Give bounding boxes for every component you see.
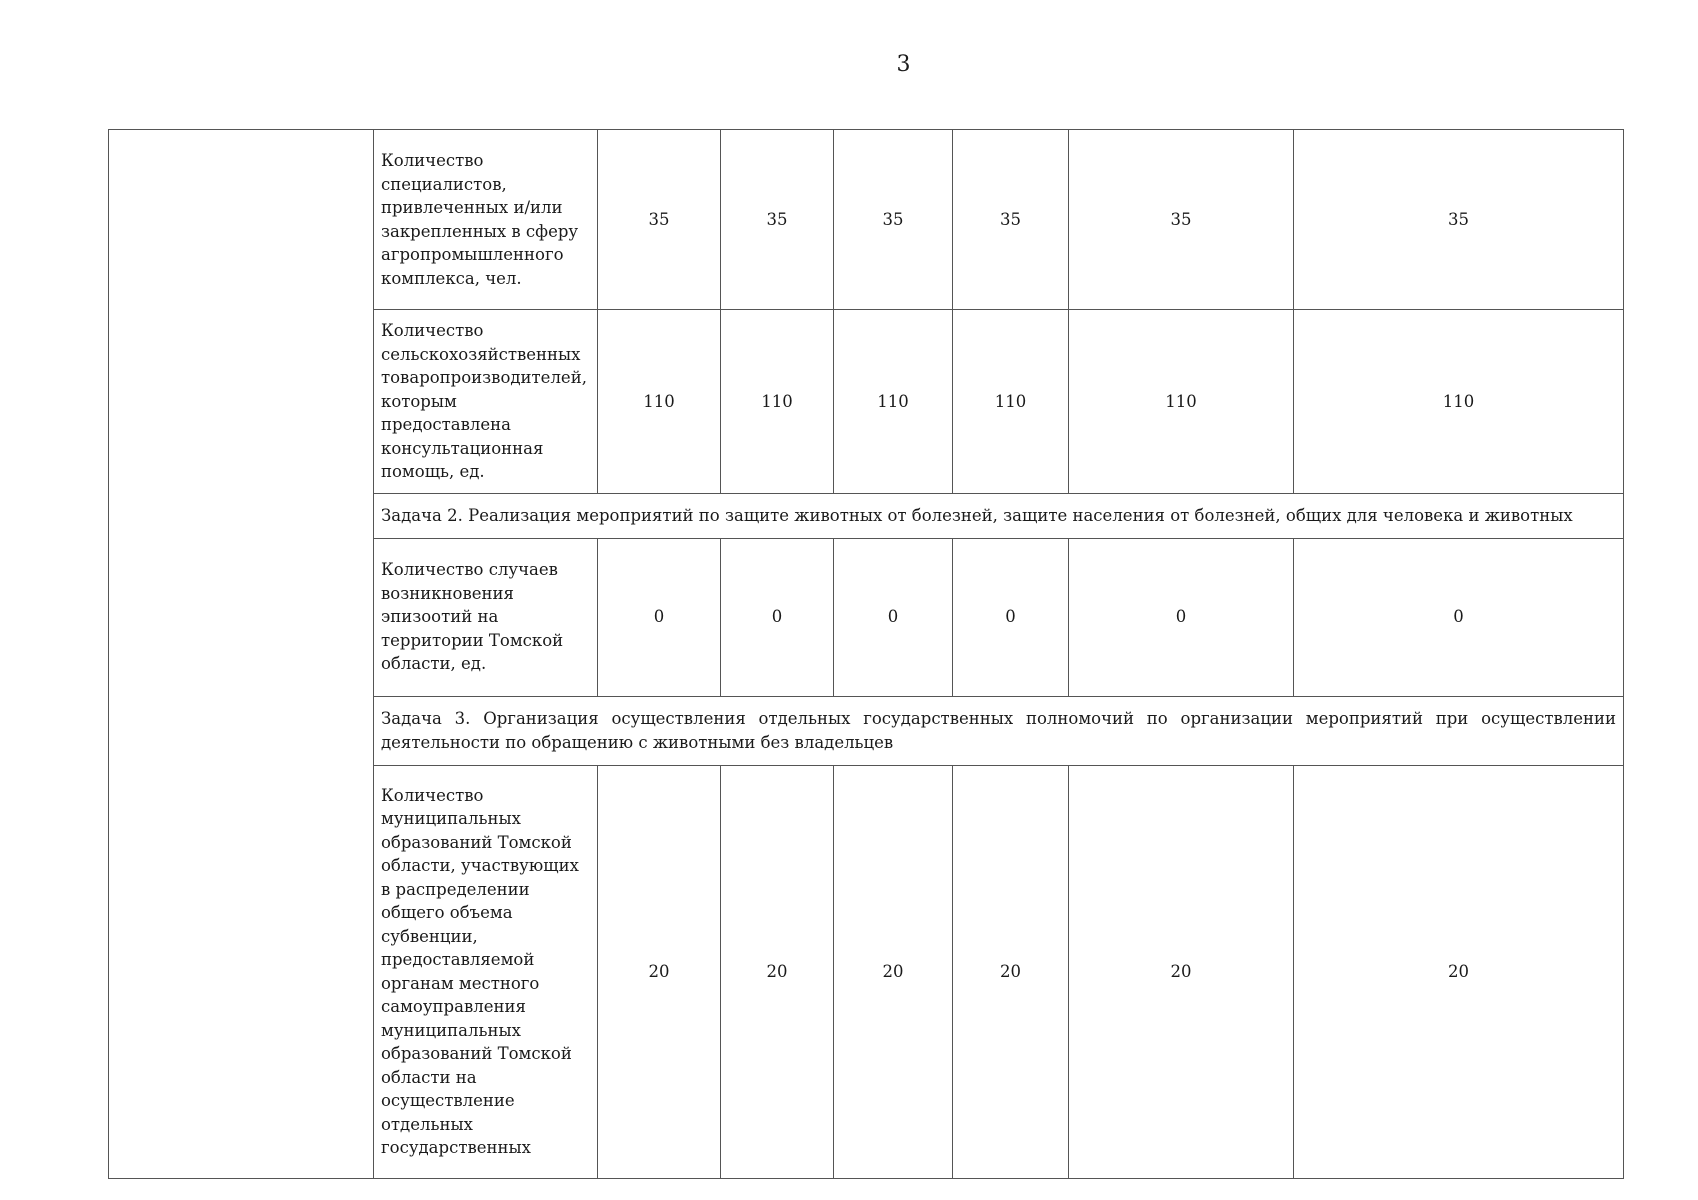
indicator-label: Количество сельскохозяйственных товаропроизводителей, которым предоставлена консультационная помощь, ед. [374,310,598,494]
value-cell: 0 [1069,538,1294,696]
value-cell: 20 [598,765,721,1178]
value-cell: 35 [598,130,721,310]
value-cell: 35 [1069,130,1294,310]
value-cell: 0 [721,538,834,696]
value-cell: 0 [953,538,1069,696]
value-cell: 110 [721,310,834,494]
value-cell: 20 [834,765,953,1178]
value-cell: 110 [1294,310,1624,494]
task-3-heading: Задача 3. Организация осуществления отдельных государственных полномочий по организации мероприятий при осуществлении деятельности по обращению с животными без владельцев [374,696,1624,765]
indicator-label: Количество случаев возникновения эпизоотий на территории Томской области, ед. [374,538,598,696]
indicator-label: Количество специалистов, привлеченных и/или закрепленных в сферу агропромышленного комплекса, чел. [374,130,598,310]
page-number: 3 [896,52,912,77]
empty-goal-cell [109,130,374,1179]
value-cell: 110 [598,310,721,494]
indicator-label: Количество муниципальных образований Томской области, участвующих в распределении общего объема субвенции, предоставляемой органам местного самоуправления муниципальных образований Томской области на осуществление отдельных государственных [374,765,598,1178]
task-2-heading: Задача 2. Реализация мероприятий по защите животных от болезней, защите населения от болезней, общих для человека и животных [374,493,1624,538]
value-cell: 20 [721,765,834,1178]
table-row [109,130,1624,310]
value-cell: 0 [598,538,721,696]
value-cell: 20 [1294,765,1624,1178]
value-cell: 35 [721,130,834,310]
value-cell: 110 [834,310,953,494]
value-cell: 110 [1069,310,1294,494]
value-cell: 35 [834,130,953,310]
value-cell: 20 [953,765,1069,1178]
indicators-table [108,129,1624,1179]
value-cell: 20 [1069,765,1294,1178]
value-cell: 0 [834,538,953,696]
value-cell: 110 [953,310,1069,494]
value-cell: 0 [1294,538,1624,696]
value-cell: 35 [1294,130,1624,310]
value-cell: 35 [953,130,1069,310]
